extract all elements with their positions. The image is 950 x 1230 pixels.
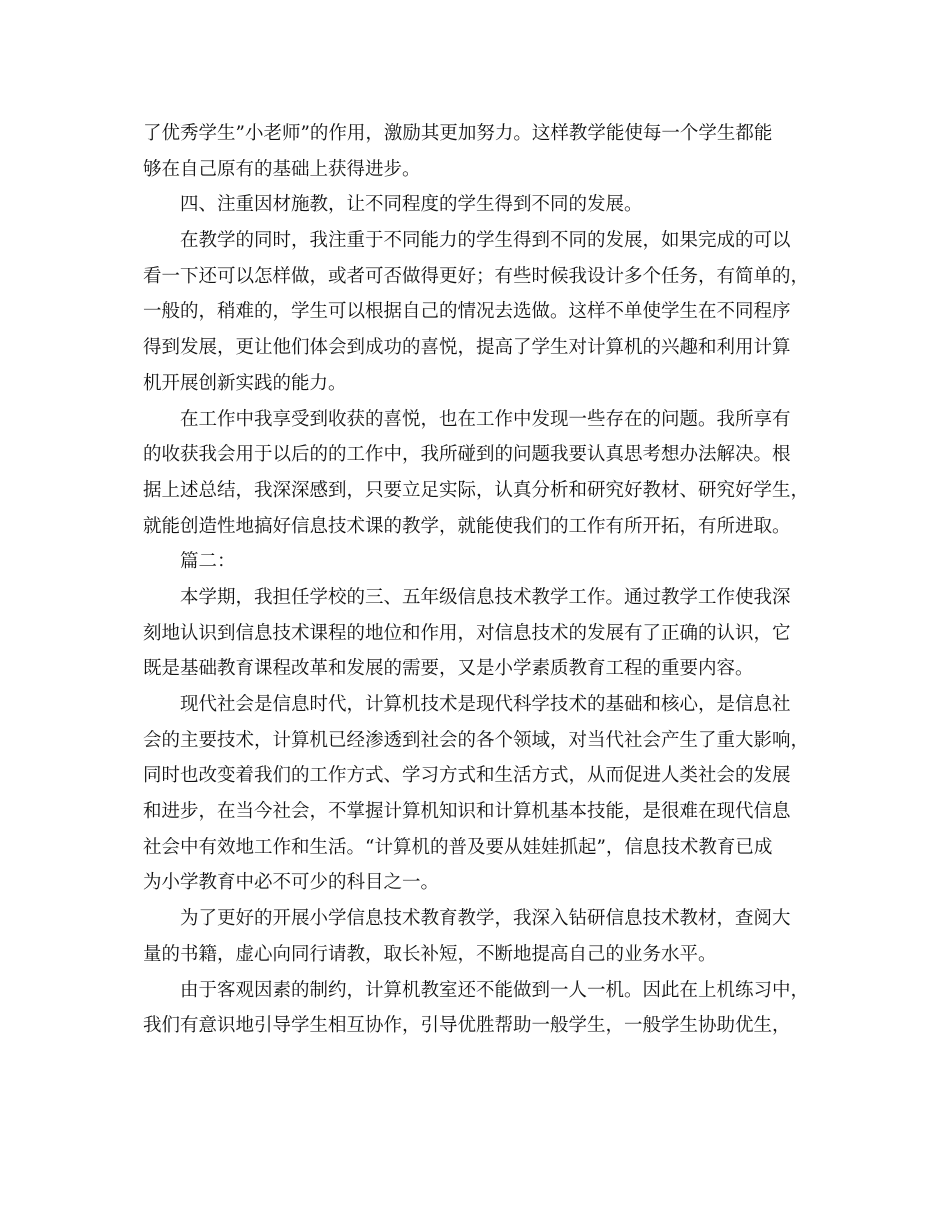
- text-line: 刻地认识到信息技术课程的地位和作用，对信息技术的发展有了正确的认识，它: [143, 622, 791, 644]
- text-line: 既是基础教育课程改革和发展的需要，又是小学素质教育工程的重要内容。: [143, 658, 754, 680]
- text-line: 就能创造性地搞好信息技术课的教学，就能使我们的工作有所开拓，有所进取。: [143, 515, 791, 537]
- text-line: 机开展创新实践的能力。: [143, 372, 347, 394]
- text-line: 据上述总结，我深深感到，只要立足实际，认真分析和研究好教材、研究好学生，: [143, 479, 810, 501]
- section-heading: 篇二：: [180, 551, 236, 573]
- text-line: 够在自己原有的基础上获得进步。: [143, 158, 421, 180]
- text-line: 为小学教育中必不可少的科目之一。: [143, 872, 440, 894]
- text-line: 的收获我会用于以后的的工作中，我所碰到的问题我要认真思考想办法解决。根: [143, 444, 791, 466]
- text-line: 现代社会是信息时代，计算机技术是现代科学技术的基础和核心，是信息社: [180, 694, 791, 715]
- text-line: 为了更好的开展小学信息技术教育教学，我深入钻研信息技术教材，查阅大: [180, 908, 791, 930]
- text-line: 会的主要技术，计算机已经渗透到社会的各个领域，对当代社会产生了重大影响，: [143, 729, 810, 751]
- text-line: 看一下还可以怎样做，或者可否做得更好；有些时候我设计多个任务，有简单的，: [143, 265, 810, 287]
- text-line: 我们有意识地引导学生相互协作，引导优胜帮助一般学生，一般学生协助优生，: [143, 1015, 791, 1037]
- text-line: 了优秀学生”小老师”的作用，激励其更加努力。这样教学能使每一个学生都能: [143, 123, 773, 144]
- text-line: 量的书籍，虚心向同行请教，取长补短，不断地提高自己的业务水平。: [143, 943, 717, 965]
- text-line: 由于客观因素的制约，计算机教室还不能做到一人一机。因此在上机练习中，: [180, 979, 810, 1001]
- text-line: 一般的，稍难的，学生可以根据自己的情况去选做。这样不单使学生在不同程序: [143, 301, 791, 323]
- text-line: 和进步，在当今社会，不掌握计算机知识和计算机基本技能，是很难在现代信息: [143, 801, 791, 823]
- text-line: 同时也改变着我们的工作方式、学习方式和生活方式，从而促进人类社会的发展: [143, 765, 791, 787]
- document-body: [143, 116, 810, 1044]
- text-line: 在工作中我享受到收获的喜悦，也在工作中发现一些存在的问题。我所享有: [180, 408, 791, 430]
- text-line: 得到发展，更让他们体会到成功的喜悦，提高了学生对计算机的兴趣和利用计算: [143, 337, 791, 359]
- section-heading: 四、注重因材施教，让不同程度的学生得到不同的发展。: [180, 194, 643, 216]
- text-line: 在教学的同时，我注重于不同能力的学生得到不同的发展，如果完成的可以: [180, 230, 791, 252]
- text-line: 社会中有效地工作和生活。“计算机的普及要从娃娃抓起”，信息技术教育已成: [143, 836, 773, 858]
- text-line: 本学期，我担任学校的三、五年级信息技术教学工作。通过教学工作使我深: [180, 586, 791, 608]
